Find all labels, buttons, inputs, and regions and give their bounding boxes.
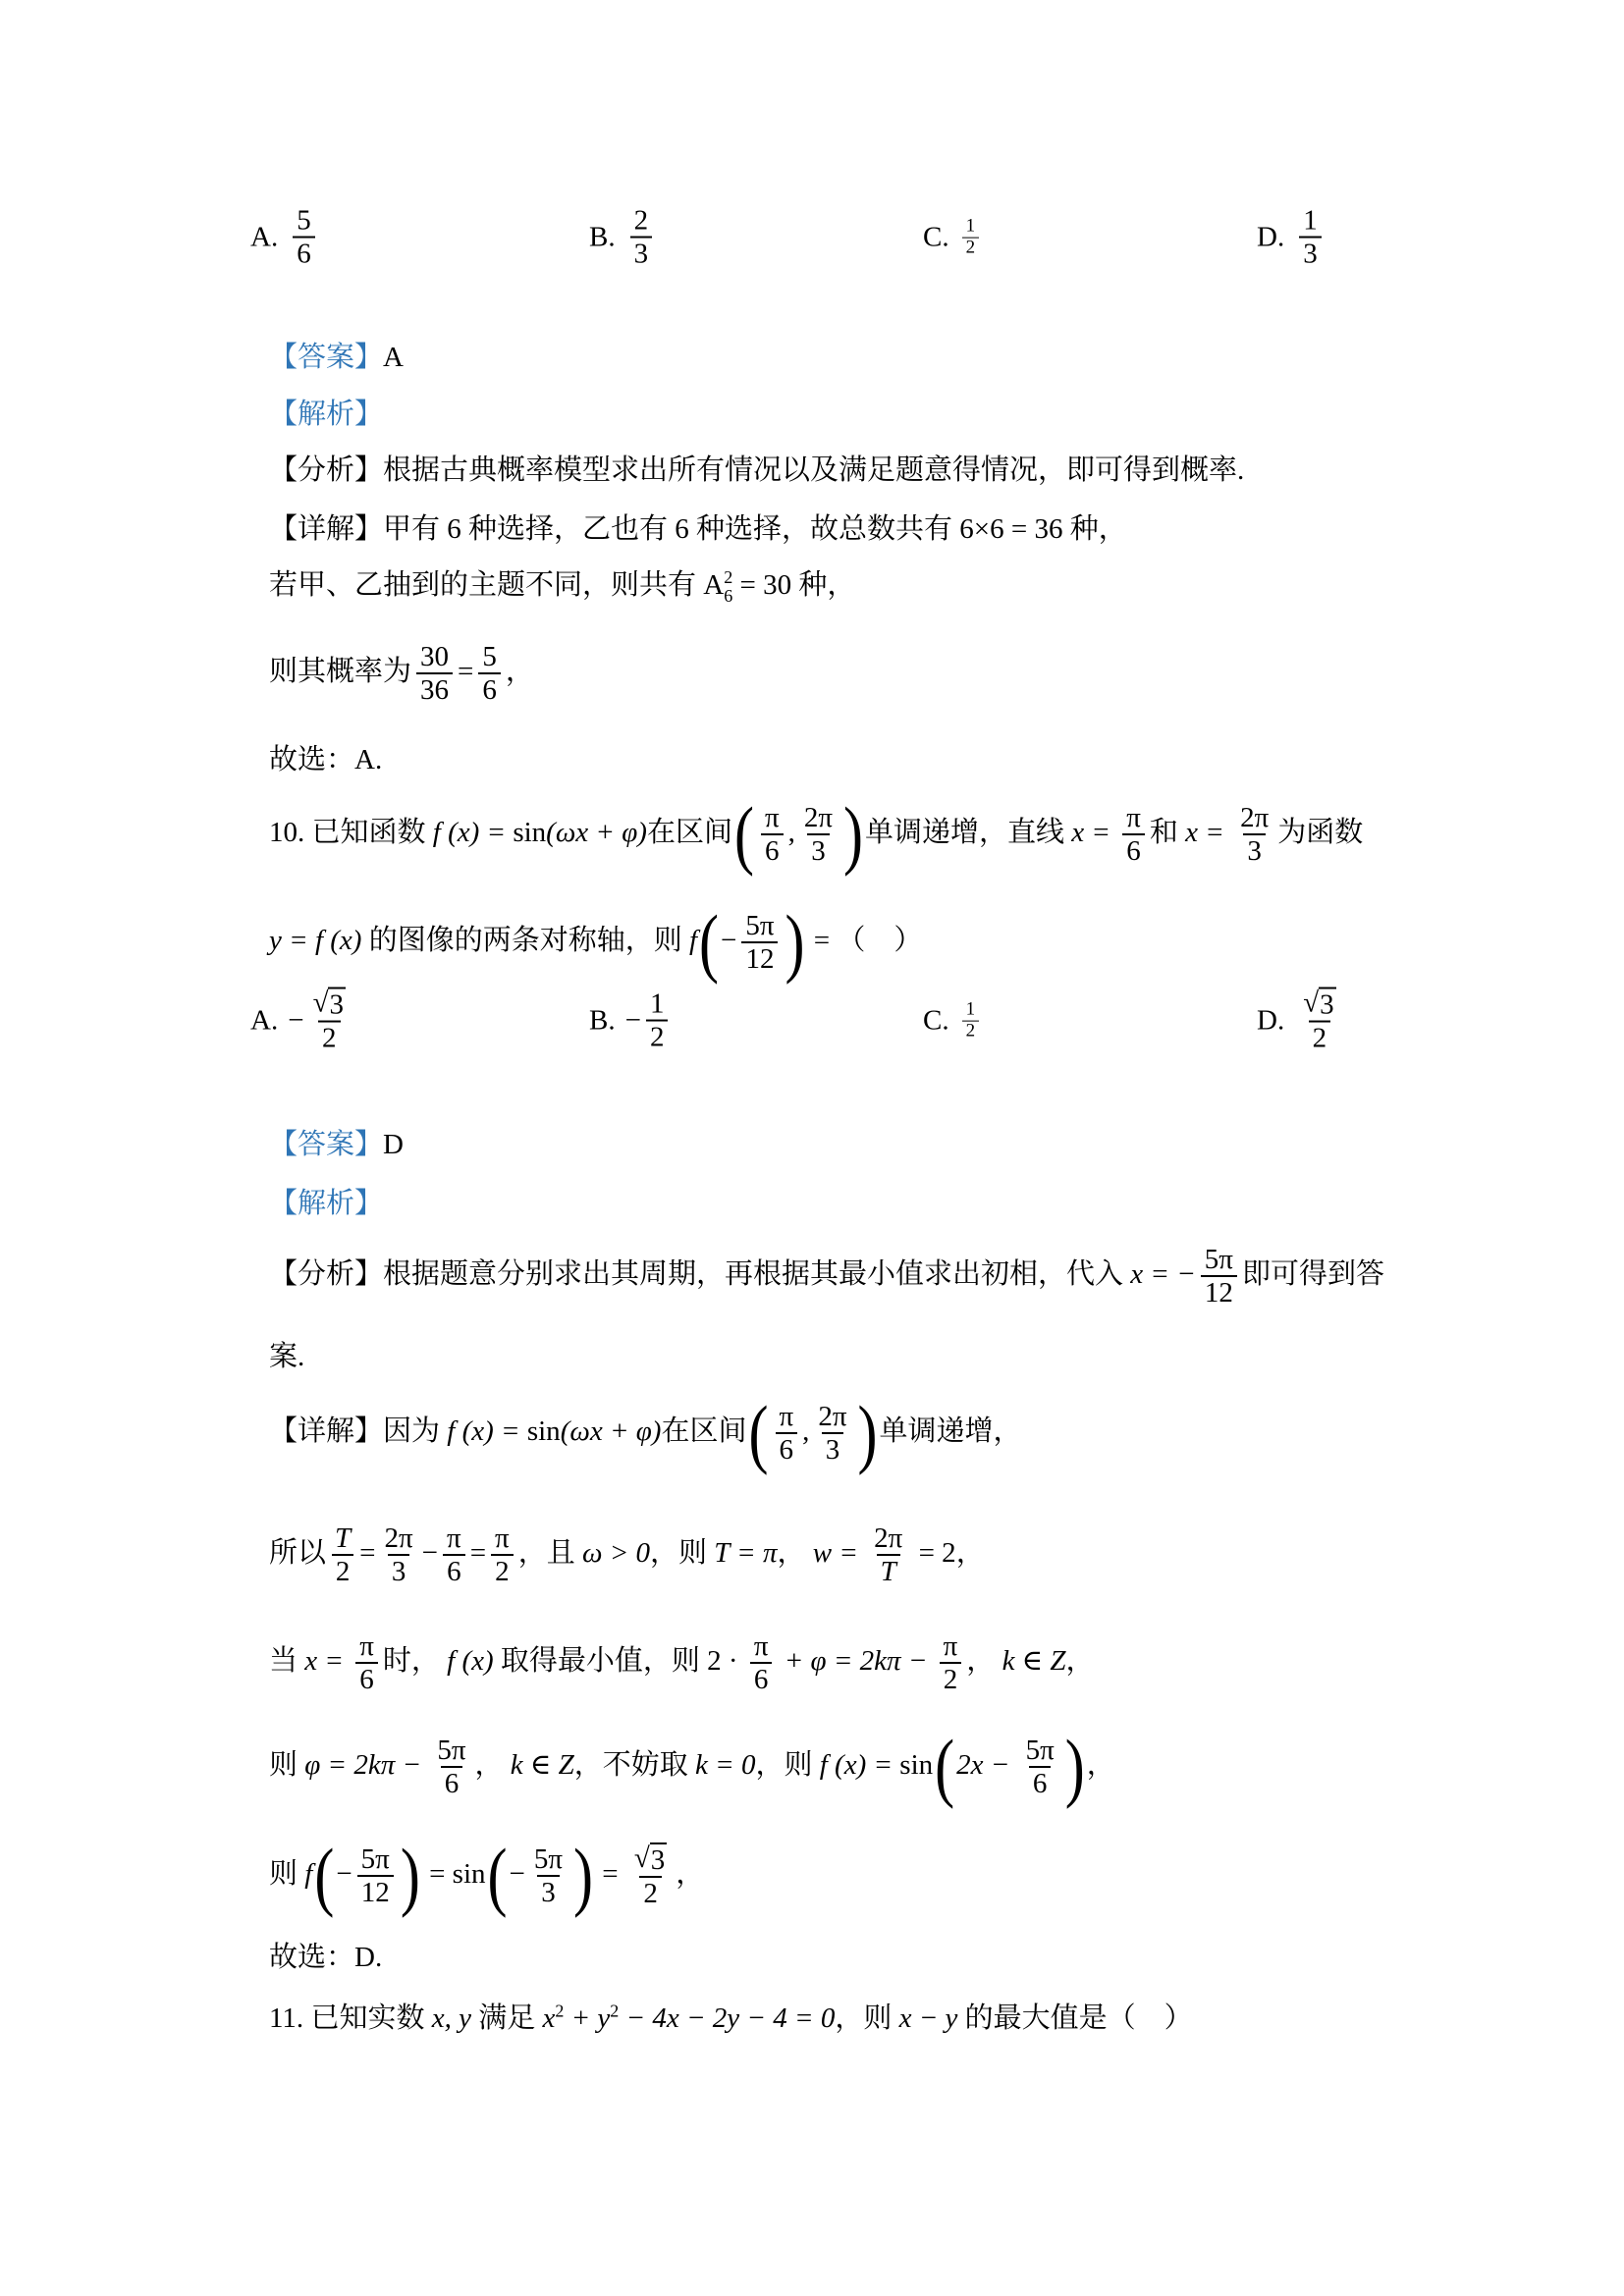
question-number: 10. [269,817,312,849]
math-expression: f (x) = [819,1749,900,1782]
math-expression: x = [304,1645,352,1678]
left-paren: ( [748,1391,769,1476]
math-expression: k ∈ Z [1001,1645,1066,1678]
option-label: B. [589,1004,616,1037]
minus-sign: − [509,1858,525,1891]
math-expression: φ = 2kπ − [304,1749,429,1782]
q10-option-d [1257,988,1345,1055]
fraction: $\frac{\pi}{2}$ [491,1522,514,1588]
q9-option-d [1257,205,1326,271]
math-expression: f (x) = [432,817,514,849]
math-expression: k = 0 [695,1749,756,1782]
fraction: $\frac{30}{36}$ [416,641,453,707]
minus-sign: − [421,1537,439,1570]
permutation-symbol: A [703,569,725,601]
option-label: D. [1257,221,1285,253]
math-expression: x = [1071,817,1118,849]
fraction: $\frac{\pi}{6}$ [355,1630,378,1696]
text: ， [777,1537,813,1570]
math-expression: f (x) = [447,1415,527,1448]
math-expression: x − y [898,2002,958,2034]
question-number: 11. [269,2002,311,2034]
text: ， [966,1645,1002,1678]
q9-options-row [241,188,1506,287]
sqrt: √ 3 [633,1842,666,1876]
left-paren: ( [935,1725,955,1810]
text: ，不妨取 [573,1749,696,1782]
text: 的最大值是（ ） [957,2002,1193,2034]
math-function: sin [513,817,547,849]
math-expression: T = π [714,1537,778,1570]
text: 的图像的两条对称轴，则 [361,925,689,957]
text: 甲有 6 种选择，乙也有 6 种选择，故总数共有 [383,513,960,545]
text: ，则 [835,2002,899,2034]
minus-sign: − [288,1004,304,1037]
fraction: $\frac{T}{2}$ [331,1522,354,1588]
answer-label: 【答案】 [269,342,384,373]
option-label: A. [250,1004,279,1037]
fraction: 5 6 [293,205,315,271]
text: 取得最小值，则 [493,1645,708,1678]
fraction: $\frac{2\pi}{3}$ [803,802,834,868]
text: 则 [269,1749,305,1782]
answer-label: 【答案】 [269,1129,384,1160]
fraction: $\frac{2\pi}{3}$ [1240,802,1270,868]
math-expression: + φ = 2kπ − [777,1645,935,1678]
q9-answer-value: A [383,342,404,373]
fraction: $\frac{2\pi}{3}$ [384,1522,413,1588]
text: 所以 [269,1537,327,1570]
text: 已知函数 [311,817,433,849]
fraction: $\frac{2\pi}{T}$ [874,1522,903,1588]
option-label: D. [1257,1004,1285,1037]
equals: = [469,1537,487,1570]
q10-option-c [923,1000,982,1042]
text: ， [676,1858,705,1891]
math-expression: ω > 0 [581,1537,651,1570]
fraction: $\frac{\pi}{6}$ [443,1522,465,1588]
right-paren: ) [785,900,805,986]
fraction-small: 1 2 [962,217,980,259]
text: 若甲、乙抽到的主题不同，则共有 [269,569,704,601]
sqrt: √ 3 [312,987,344,1021]
q10-options-row [241,977,1506,1065]
right-paren: ) [573,1834,593,1919]
fraction: $\frac{\pi}{6}$ [750,1630,773,1696]
fraction: $\frac{\pi}{6}$ [1122,802,1145,868]
comma: , [787,817,795,849]
fraction: $\frac{5\pi}{12}$ [741,910,778,976]
q9-option-b [589,205,657,271]
text: = （ ） [806,925,923,957]
text: 为函数 [1277,817,1364,849]
fraction: $\frac{\pi}{6}$ [775,1401,797,1467]
math-function: sin [899,1749,934,1782]
jiexi-label: 【解析】 [269,1188,384,1219]
xiangjie-label: 【详解】 [269,513,384,545]
minus-sign: − [336,1858,352,1891]
text: 在区间 [646,817,732,849]
math-expression: f [304,1858,313,1891]
right-paren: ) [400,1834,420,1919]
text: ，则 [755,1749,820,1782]
math-expression: f [688,925,698,957]
equals: = [421,1858,453,1891]
text: 种， [791,569,856,601]
text: 则 [269,1858,305,1891]
text: 种， [1062,513,1127,545]
q9-option-a [250,205,320,271]
minus-sign: − [721,925,737,957]
fraction: $\frac{5\pi}{3}$ [533,1843,564,1909]
option-label: C. [923,221,949,253]
jiexi-label: 【解析】 [269,399,384,430]
left-paren: ( [733,792,754,878]
text: 故选：A. [269,744,383,775]
math-expression: y = f (x) [269,925,362,957]
fenxi-label: 【分析】 [269,1258,384,1291]
fraction: √ 3 2 [633,1842,666,1910]
fenxi-label: 【分析】 [269,454,384,486]
math-expression: 2 · [707,1645,745,1678]
text: 单调递增， [879,1415,1022,1448]
math-expression: 6×6 = 36 [959,513,1063,545]
math-expression: $x^2 + y^2 - 4x - 2y - 4 = 0$ [542,2001,836,2034]
q10-fenxi-line1 [241,1201,1384,1353]
fraction: $\frac{2\pi}{3}$ [818,1401,847,1467]
xiangjie-label: 【详解】 [269,1415,384,1448]
text: 因为 [383,1415,448,1448]
sup-sub-stack: 2 6 [724,566,733,607]
text: 当 [269,1645,305,1678]
math-expression: (ωx + φ) [560,1415,662,1448]
text: ， [955,1537,985,1570]
q10-option-b [589,988,673,1054]
math-expression: w = [812,1537,866,1570]
text: 故选：D. [269,1942,383,1973]
equals: = [595,1858,625,1891]
left-paren: ( [699,900,719,986]
text: 则其概率为 [269,656,412,688]
text: 满足 [470,2002,543,2034]
q9-fenxi-text: 根据古典概率模型求出所有情况以及满足题意得情况，即可得到概率. [383,454,1245,486]
fraction-small: 1 2 [962,1000,980,1042]
math-expression: f (x) [447,1645,494,1678]
math-expression: k ∈ Z [510,1749,574,1782]
math-expression: = 2 [911,1537,956,1570]
text: ， [505,656,534,688]
math-expression: = 30 [732,569,792,601]
option-label: A. [250,221,279,253]
option-label: B. [589,221,616,253]
fraction: $\frac{5\pi}{6}$ [1025,1735,1055,1800]
fraction: $\frac{1}{2}$ [646,988,669,1054]
text: 已知实数 [310,2002,432,2034]
text: ，则 [650,1537,715,1570]
fraction: 2 3 [630,205,653,271]
text: 时， [382,1645,448,1678]
fraction: $\frac{5\pi}{12}$ [357,1843,394,1909]
equals: = [359,1537,376,1570]
left-paren: ( [314,1834,335,1919]
right-paren: ) [1064,1725,1085,1810]
text: 案. [269,1341,305,1372]
fraction: $\frac{5\pi}{12}$ [1201,1244,1237,1309]
fraction: √ 3 2 [312,987,344,1054]
math-expression: x = − [1130,1258,1196,1291]
text: 即可得到答 [1241,1258,1384,1291]
right-paren: ) [843,792,863,878]
text: ，且 [517,1537,582,1570]
math-expression: (ωx + φ) [546,817,647,849]
q10-option-a [250,988,354,1055]
text: 单调递增，直线 [865,817,1072,849]
math-function: sin [526,1415,561,1448]
q11-stem-line [241,1953,1193,2083]
equals: = [458,656,474,688]
text: 和 [1149,817,1186,849]
text: 在区间 [661,1415,747,1448]
q10-answer-value: D [383,1129,404,1160]
fraction: $\frac{\pi}{2}$ [940,1630,962,1696]
fraction: √ 3 2 [1303,987,1334,1054]
left-paren: ( [487,1834,508,1919]
comma: , [802,1415,810,1448]
minus-sign: − [624,1004,641,1037]
text: ， [1065,1645,1095,1678]
math-expression: x, y [431,2002,471,2034]
sqrt: √ 3 [1303,987,1334,1021]
q9-option-c [923,217,982,259]
option-label: C. [923,1004,949,1037]
math-function: sin [452,1858,486,1891]
math-expression: x = [1185,817,1232,849]
text: 根据题意分别求出其周期，再根据其最小值求出初相，代入 [383,1258,1131,1291]
fraction: 1 3 [1299,205,1322,271]
text: ， [474,1749,511,1782]
fraction: $\frac{5\pi}{6}$ [437,1735,466,1800]
text: ， [1086,1749,1115,1782]
fraction: $\frac{\pi}{6}$ [761,802,784,868]
right-paren: ) [857,1391,878,1476]
fraction: $\frac{5}{6}$ [478,641,501,707]
math-expression: 2x − [956,1749,1017,1782]
